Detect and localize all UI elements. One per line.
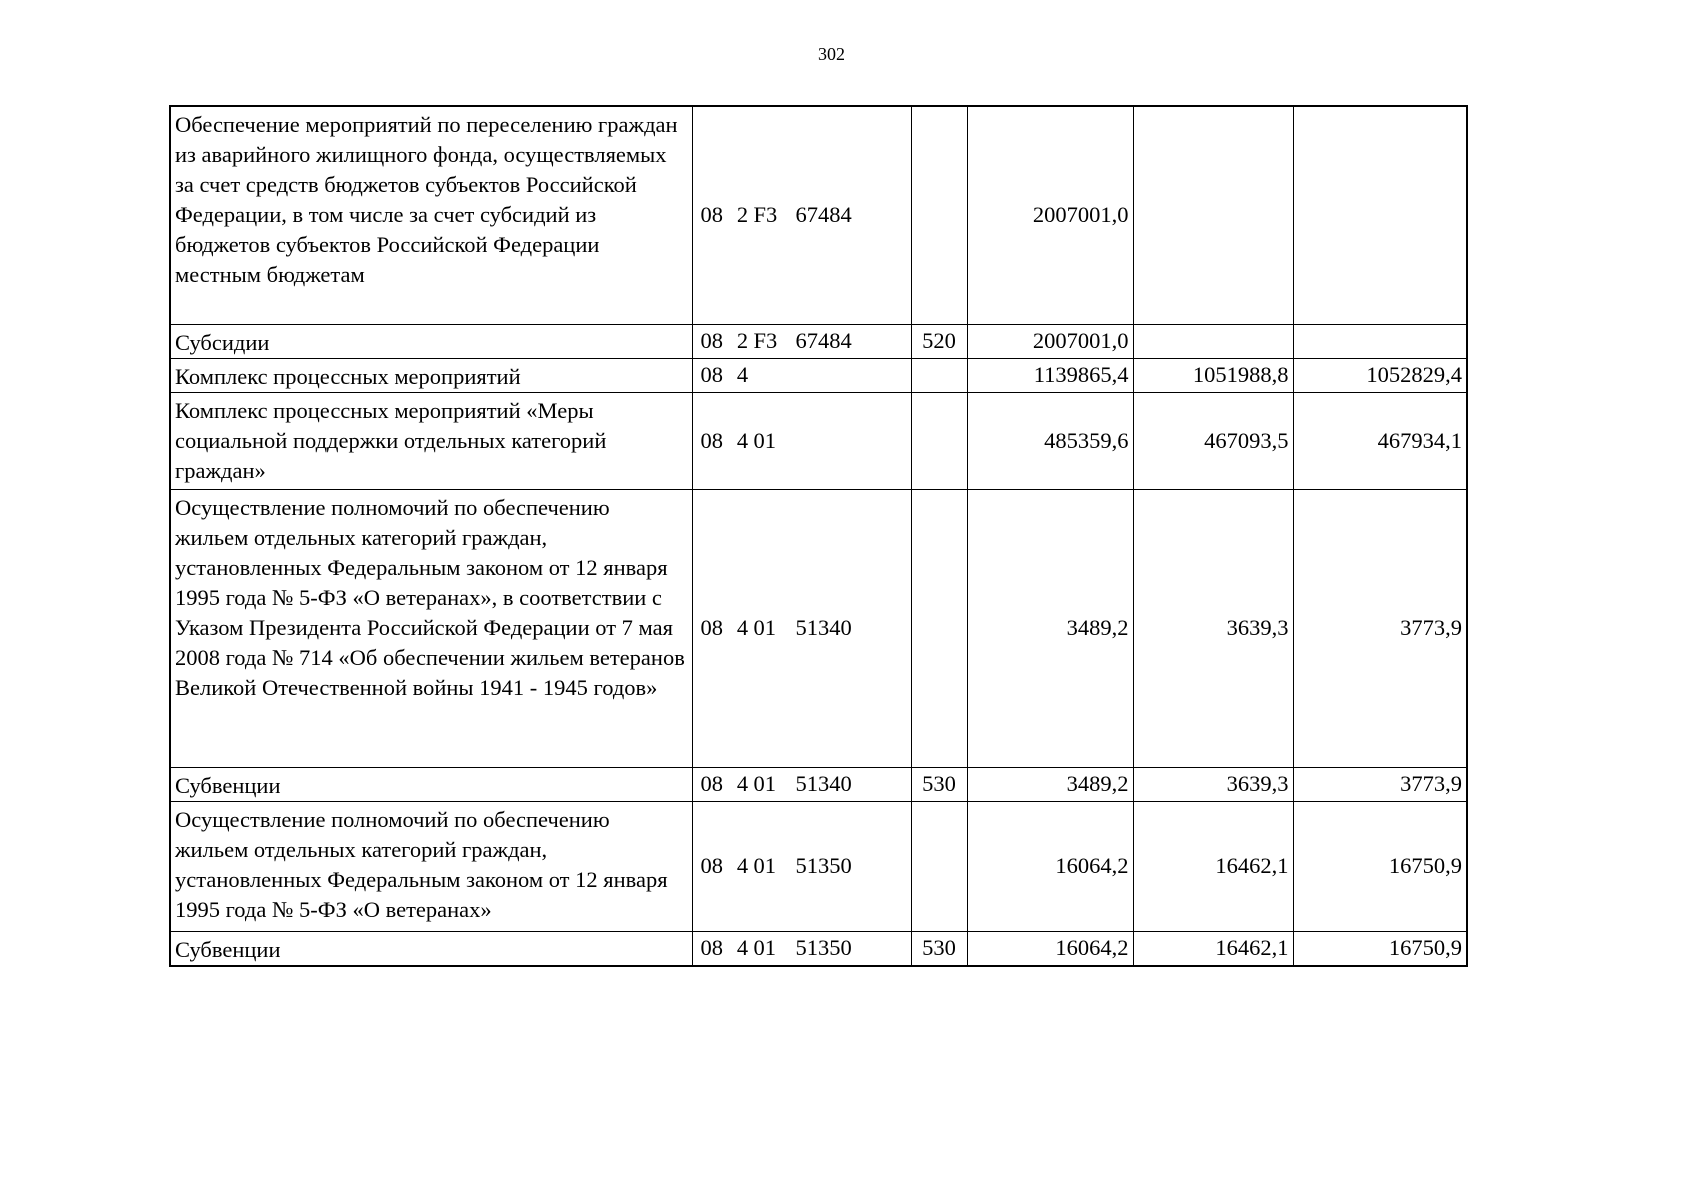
code-direction: 51350 [795,853,852,878]
code-subprogram: 01 [753,427,776,453]
amount-year-1: 1139865,4 [967,358,1133,392]
code-direction: 67484 [795,328,852,353]
amount-year-2: 16462,1 [1133,801,1293,931]
row-name: Субвенции [170,767,692,801]
code-section: 08 [700,427,723,453]
amount-year-1: 16064,2 [967,931,1133,966]
amount-year-1: 485359,6 [967,392,1133,489]
expense-type [911,392,967,489]
table-row [170,358,1467,392]
amount-year-3 [1293,106,1467,324]
row-code [692,931,911,966]
amount-year-3: 16750,9 [1293,931,1467,966]
amount-year-2 [1133,106,1293,324]
code-direction: 51340 [795,615,852,640]
row-code [692,106,911,324]
amount-year-3: 3773,9 [1293,489,1467,767]
amount-year-2: 3639,3 [1133,489,1293,767]
code-subprogram: F3 [753,328,778,353]
page-number: 302 [818,44,845,64]
expense-type: 530 [911,767,967,801]
table-row [170,801,1467,931]
row-name: Субвенции [170,931,692,966]
row-name: Осуществление полномочий по обеспечению жильем отдельных категорий граждан, установленных Федеральным законом от 12 января 1995 года № 5-ФЗ «О ветеранах», в соответствии с Указом Президента Российской Федерации от 7 мая 2008 года № 714 «Об обеспечении жильем ветеранов Великой Отечественной войны 1941 - 1945 годов» [170,489,692,767]
code-subprogram: 01 [753,615,776,640]
amount-year-1: 2007001,0 [967,106,1133,324]
row-name: Комплекс процессных мероприятий «Меры социальной поддержки отдельных категорий граждан» [170,392,692,489]
code-section: 08 [700,328,723,353]
amount-year-1: 2007001,0 [967,324,1133,358]
table-row [170,106,1467,324]
code-program: 4 [736,771,749,796]
expense-type: 530 [911,931,967,966]
code-section: 08 [700,935,723,960]
code-program: 2 [736,328,749,353]
row-code [692,358,911,392]
code-section: 08 [700,853,723,878]
code-program: 4 [736,853,749,878]
code-program: 4 [736,427,749,453]
code-program: 2 [736,202,749,228]
row-code [692,324,911,358]
expense-type [911,489,967,767]
code-subprogram: F3 [753,202,778,228]
amount-year-3: 1052829,4 [1293,358,1467,392]
table-row [170,489,1467,767]
amount-year-2: 3639,3 [1133,767,1293,801]
code-section: 08 [700,771,723,796]
amount-year-2: 467093,5 [1133,392,1293,489]
amount-year-1: 3489,2 [967,489,1133,767]
code-direction: 67484 [795,202,852,228]
expense-type [911,358,967,392]
code-section: 08 [700,362,723,387]
amount-year-3 [1293,324,1467,358]
table-row [170,392,1467,489]
table-row [170,324,1467,358]
table-row [170,931,1467,966]
expense-type [911,801,967,931]
amount-year-3: 16750,9 [1293,801,1467,931]
row-name: Осуществление полномочий по обеспечению жильем отдельных категорий граждан, установленных Федеральным законом от 12 января 1995 года № 5-ФЗ «О ветеранах» [170,801,692,931]
row-name: Комплекс процессных мероприятий [170,358,692,392]
code-section: 08 [700,615,723,640]
expense-type: 520 [911,324,967,358]
row-name: Обеспечение мероприятий по переселению граждан из аварийного жилищного фонда, осуществляемых за счет средств бюджетов субъектов Российской Федерации, в том числе за счет субсидий из бюджетов субъектов Российской Федерации местным бюджетам [170,106,692,324]
amount-year-3: 467934,1 [1293,392,1467,489]
row-code [692,489,911,767]
code-subprogram: 01 [753,853,776,878]
code-subprogram: 01 [753,771,776,796]
amount-year-1: 16064,2 [967,801,1133,931]
budget-table [169,105,1468,967]
amount-year-3: 3773,9 [1293,767,1467,801]
amount-year-2: 1051988,8 [1133,358,1293,392]
amount-year-1: 3489,2 [967,767,1133,801]
row-code [692,392,911,489]
row-code [692,767,911,801]
expense-type [911,106,967,324]
code-subprogram: 01 [753,935,776,960]
table-row [170,767,1467,801]
code-direction: 51340 [795,771,852,796]
code-program: 4 [736,935,749,960]
row-name: Субсидии [170,324,692,358]
amount-year-2 [1133,324,1293,358]
amount-year-2: 16462,1 [1133,931,1293,966]
code-program: 4 [736,362,749,387]
code-program: 4 [736,615,749,640]
code-direction: 51350 [795,935,852,960]
row-code [692,801,911,931]
code-section: 08 [700,202,723,228]
